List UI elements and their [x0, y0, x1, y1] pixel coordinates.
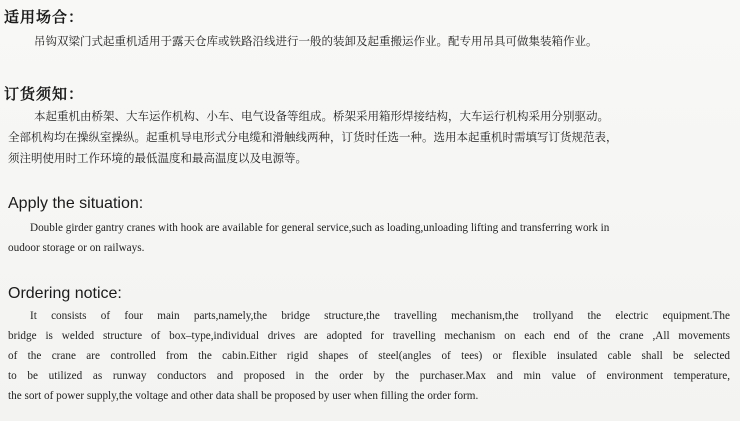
heading-ordering-notice: Ordering notice:: [8, 285, 122, 302]
paragraph-line: the sort of power supply,the voltage and other data shall be proposed by user when filling the order form.: [8, 390, 479, 402]
paragraph-line: bridge is welded structure of box–type,individual drives are adopted for travelling mechanism on each end of the crane ,All movements: [8, 330, 730, 342]
heading-ordering-cn: 订货须知：: [4, 85, 85, 103]
paragraph-ordering-notice: [8, 306, 730, 406]
paragraph-ordering-cn: [8, 106, 730, 169]
paragraph-line: oudoor storage or on railways.: [8, 242, 145, 254]
paragraph-line: It consists of four main parts,namely,the bridge structure,the travelling mechanism,the trollyand the electric equipment.The: [30, 310, 730, 322]
paragraph-line: 须注明使用时工作环境的最低温度和最高温度以及电源等。: [8, 151, 307, 165]
heading-apply-situation: Apply the situation:: [8, 195, 144, 212]
paragraph-line: 本起重机由桥架、大车运作机构、小车、电气设备等组成。桥架采用箱形焊接结构，大车运行机构采用分别驱动。: [34, 109, 609, 123]
paragraph-application-cn: [34, 31, 724, 52]
paragraph-line: 吊钩双梁门式起重机适用于露天仓库或铁路沿线进行一般的装卸及起重搬运作业。配专用吊具可做集装箱作业。: [34, 34, 598, 48]
paragraph-apply-situation: [8, 218, 730, 258]
paragraph-line: to be utilized as runway conductors and proposed in the order by the purchaser.Max and min value of environment temperature,: [8, 370, 730, 382]
paragraph-line: of the crane are controlled from the cabin.Either rigid shapes of steel(angles of tees) or flexible insulated cable shall be selected: [8, 350, 730, 362]
paragraph-line: 全部机构均在操纵室操纵。起重机导电形式分电缆和滑触线两种，订货时任选一种。选用本起重机时需填写订货规范表，: [8, 130, 618, 144]
heading-application-cn: 适用场合：: [4, 8, 85, 26]
paragraph-line: Double girder gantry cranes with hook are available for general service,such as loading,unloading lifting and transferring work in: [30, 222, 610, 234]
